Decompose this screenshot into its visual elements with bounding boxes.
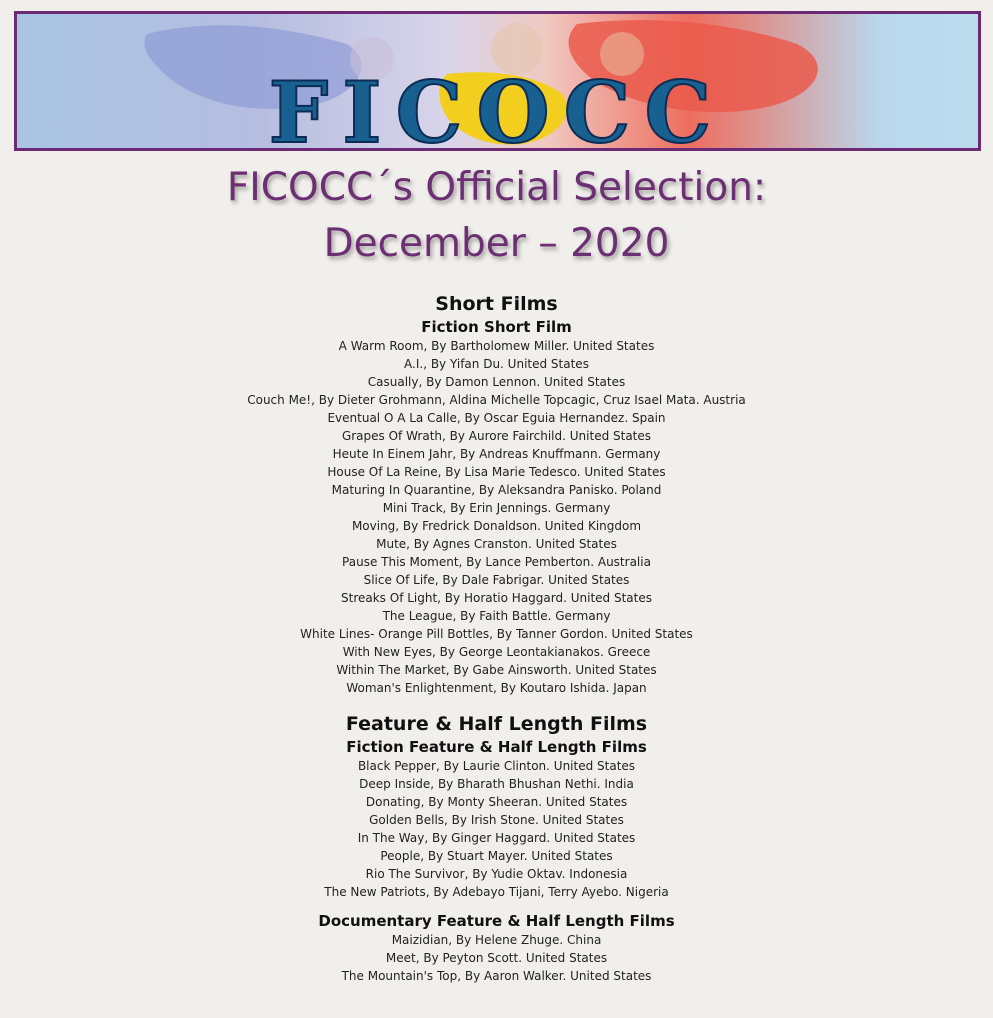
film-entry: Within The Market, By Gabe Ainsworth. United States [336,663,657,677]
film-entry: House Of La Reine, By Lisa Marie Tedesco. United States [327,465,666,479]
film-entry: With New Eyes, By George Leontakianakos. Greece [342,645,651,659]
film-entry: Streaks Of Light, By Horatio Haggard. United States [341,591,652,605]
film-entry: Eventual O A La Calle, By Oscar Eguia Hernandez. Spain [327,411,666,425]
film-entry: A.I., By Yifan Du. United States [404,357,589,371]
fiction-feature-films-heading: Fiction Feature & Half Length Films [346,738,647,756]
film-entry: Maturing In Quarantine, By Aleksandra Panisko. Poland [331,483,662,497]
fiction-feature-films-list [0,757,993,901]
documentary-feature-films-heading: Documentary Feature & Half Length Films [318,912,675,930]
film-entry: Maizidian, By Helene Zhuge. China [391,933,602,947]
film-entry: Casually, By Damon Lennon. United States [367,375,626,389]
page-title [0,160,993,272]
film-entry: Moving, By Fredrick Donaldson. United Kingdom [351,519,642,533]
film-entry: Donating, By Monty Sheeran. United States [365,795,628,809]
film-entry: Grapes Of Wrath, By Aurore Fairchild. United States [341,429,652,443]
film-entry: The League, By Faith Battle. Germany [382,609,611,623]
film-entry: Pause This Moment, By Lance Pemberton. Australia [342,555,651,569]
film-entry: Heute In Einem Jahr, By Andreas Knuffmann. Germany [332,447,661,461]
film-entry: The Mountain's Top, By Aaron Walker. United States [341,969,652,983]
film-entry: Rio The Survivor, By Yudie Oktav. Indonesia [365,867,628,881]
film-entry: People, By Stuart Mayer. United States [380,849,613,863]
fiction-short-film-heading: Fiction Short Film [421,318,572,336]
feature-films-heading: Feature & Half Length Films [345,713,648,735]
film-entry: Deep Inside, By Bharath Bhushan Nethi. India [359,777,634,791]
selection-list [0,291,993,985]
film-entry: White Lines- Orange Pill Bottles, By Tanner Gordon. United States [300,627,693,641]
film-entry: Slice Of Life, By Dale Fabrigar. United States [363,573,630,587]
film-entry: Mini Track, By Erin Jennings. Germany [382,501,611,515]
festival-logo: FICOCC [268,63,726,148]
fiction-short-film-list [0,337,993,697]
documentary-feature-films-list [0,931,993,985]
film-entry: A Warm Room, By Bartholomew Miller. United States [338,339,655,353]
film-entry: Woman's Enlightenment, By Koutaro Ishida. Japan [346,681,647,695]
festival-banner [14,11,981,151]
page-title-line1: FICOCC´s Official Selection: [226,165,767,210]
film-entry: Meet, By Peyton Scott. United States [385,951,608,965]
film-entry: Mute, By Agnes Cranston. United States [376,537,617,551]
short-films-heading: Short Films [435,293,558,315]
film-entry: Couch Me!, By Dieter Grohmann, Aldina Michelle Topcagic, Cruz Isael Mata. Austria [247,393,746,407]
film-entry: The New Patriots, By Adebayo Tijani, Terry Ayebo. Nigeria [324,885,669,899]
page-title-line2: December – 2020 [323,221,670,266]
film-entry: Golden Bells, By Irish Stone. United States [369,813,624,827]
film-entry: Black Pepper, By Laurie Clinton. United States [357,759,636,773]
film-entry: In The Way, By Ginger Haggard. United States [357,831,636,845]
